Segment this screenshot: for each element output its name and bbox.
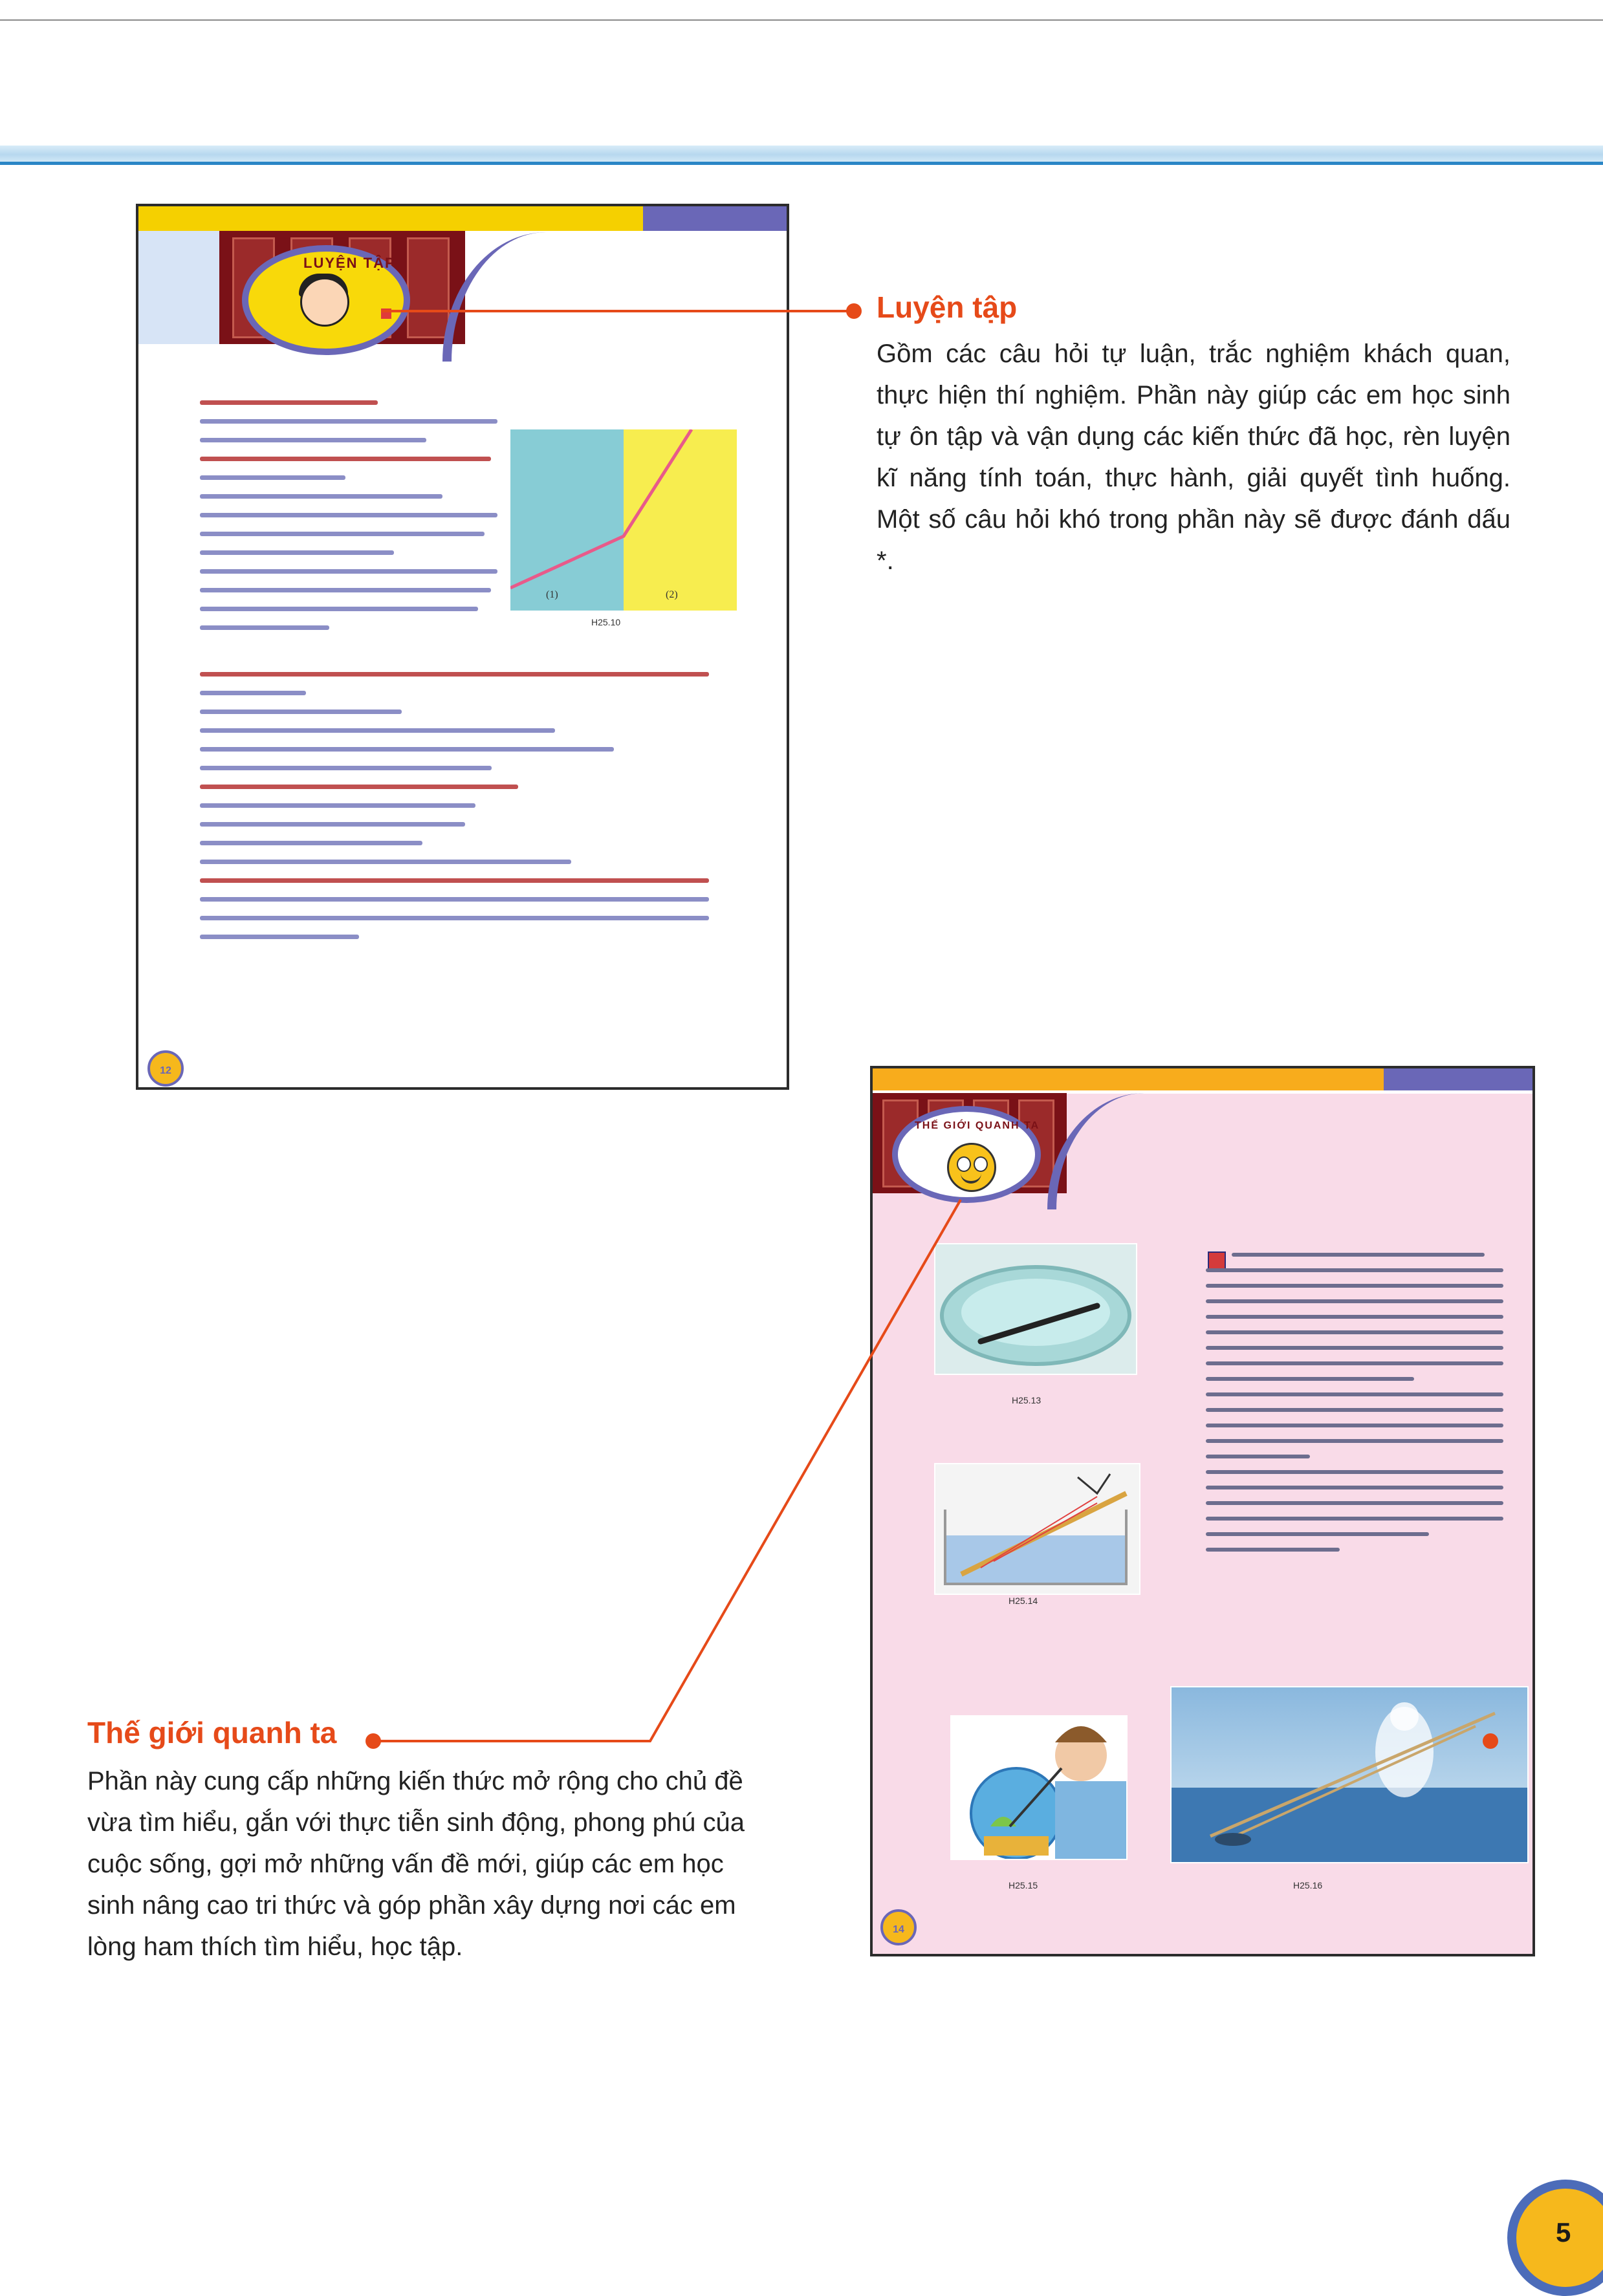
the-gioi-connector-dot xyxy=(365,1733,381,1749)
caption-h25-15: H25.15 xyxy=(1009,1880,1038,1890)
spear-fishing-photo xyxy=(1170,1686,1529,1863)
glass-experiment-photo xyxy=(934,1463,1140,1595)
medium-label-2: (2) xyxy=(666,589,678,600)
medium-label-1: (1) xyxy=(546,589,558,600)
top-bar-purple xyxy=(1384,1068,1532,1090)
luyen-tap-title: Luyện tập xyxy=(877,290,1018,324)
thumbnail-page-number: 12 xyxy=(147,1050,184,1087)
student-face-icon xyxy=(300,277,349,327)
luyen-tap-description: Gồm các câu hỏi tự luận, trắc nghiệm khách quan, thực hiện thí nghiệm. Phần này giúp các em học sinh tự ôn tập và vận dụng các kiến thức đã học, rèn luyện kĩ năng tính toán, thực hành, giải quyết tình huống. Một số câu hỏi khó trong phần này sẽ được đánh dấu *. xyxy=(877,340,1510,575)
refraction-figure xyxy=(510,429,737,611)
edge-marker-dot xyxy=(1483,1733,1498,1749)
top-bar-yellow xyxy=(138,206,643,231)
caption-h25-14: H25.14 xyxy=(1009,1596,1038,1606)
header-band-line xyxy=(0,162,1603,165)
luyen-tap-badge-text: LUYỆN TẬP xyxy=(303,255,396,271)
fishbowl-photo xyxy=(950,1715,1128,1860)
the-gioi-quanh-ta-description: Phần này cung cấp những kiến thức mở rộng cho chủ đề vừa tìm hiểu, gắn với thực tiễn sinh động, phong phú của cuộc sống, gợi mở những vấn đề mới, giúp các em học sinh nâng cao tri thức và góp phần xây dựng nơi các em lòng ham thích tìm hiểu, học tập. xyxy=(87,1767,745,1961)
luyen-tap-connector-dot xyxy=(846,303,862,319)
thumbnail-page-number: 14 xyxy=(880,1909,917,1945)
the-gioi-quanh-ta-page-thumbnail xyxy=(870,1066,1535,1956)
answer-text-lines xyxy=(200,672,730,953)
page-number: 5 xyxy=(1556,2217,1571,2247)
article-text-lines xyxy=(1206,1253,1503,1563)
luyen-tap-page-thumbnail xyxy=(136,204,789,1090)
page-number-badge xyxy=(1507,2180,1603,2296)
caption-h25-16: H25.16 xyxy=(1293,1880,1323,1890)
the-gioi-badge-text: THẾ GIỚI QUANH TA xyxy=(915,1120,1040,1131)
callout-anchor-square xyxy=(381,309,391,319)
top-bar-purple xyxy=(643,206,787,231)
bowl-photo xyxy=(934,1243,1137,1375)
figure-caption: H25.10 xyxy=(591,617,621,627)
caption-h25-13: H25.13 xyxy=(1012,1395,1041,1405)
magnifier-emoji-icon xyxy=(947,1143,996,1192)
top-bar-orange xyxy=(873,1068,1384,1090)
the-gioi-quanh-ta-title: Thế giới quanh ta xyxy=(87,1716,337,1749)
question-text-lines xyxy=(200,400,523,644)
top-rule xyxy=(0,19,1603,21)
header-strip xyxy=(138,231,219,344)
header-band xyxy=(0,146,1603,164)
